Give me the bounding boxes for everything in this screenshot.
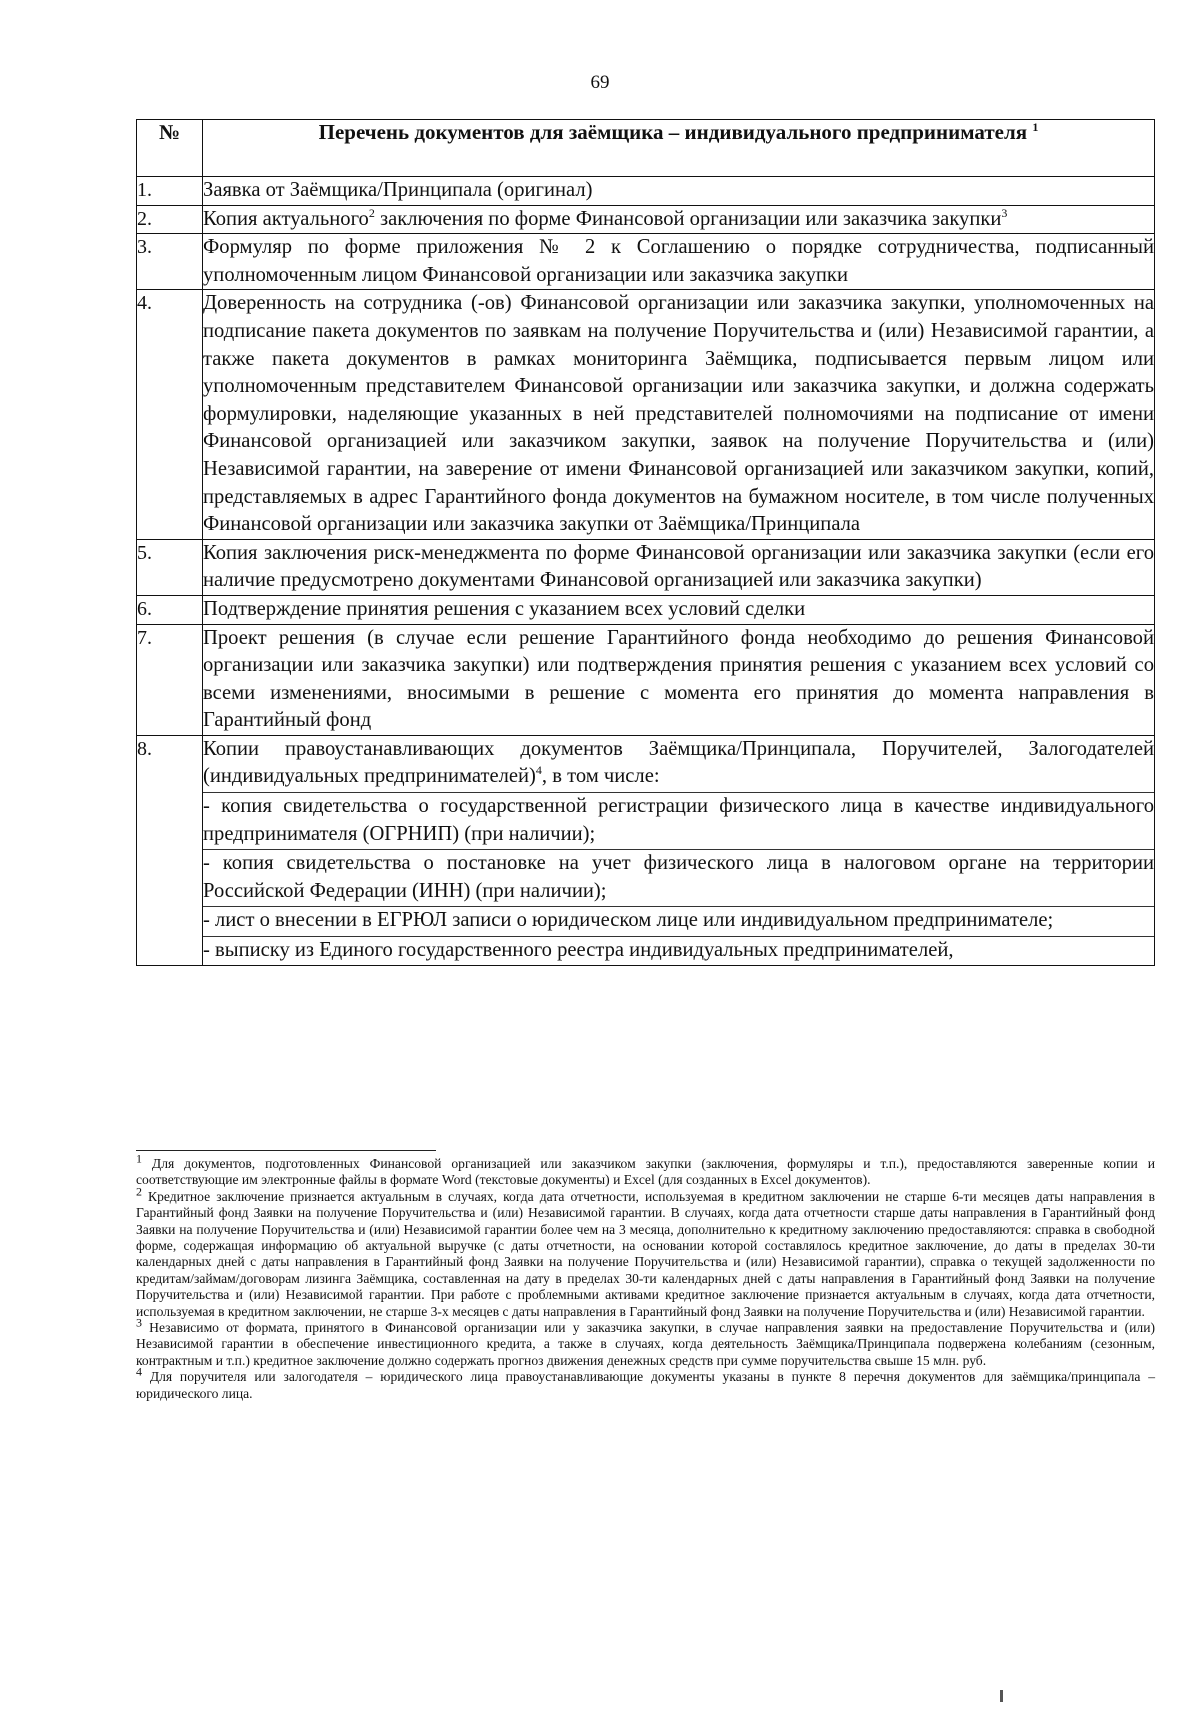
footnotes: [136, 1151, 1155, 1402]
row-text: [203, 735, 1155, 965]
footnote-text: Кредитное заключение признается актуальным в случаях, когда дата отчетности, используемая в кредитном заключении не старше 6-ти месяцев даты направления в Гарантийный фонд Заявки на получение Поручительства и (или) Независимой гарантии. В случаях, когда дата отчетности старше даты направления в Гарантийный фонд Заявки на получение Поручительства и (или) Независимой гарантии более чем на 3 месяца, дополнительно к кредитному заключению предоставляются: справка в свободной форме, содержащая информацию об актуальной выручке (с даты отчетности, на основании которой составлялось кредитное заключение, до даты в пределах 30-ти календарных дней с даты направления в Гарантийный фонд Заявки на получение Поручительства и (или) Независимой гарантии), справка о текущей задолженности по кредитам/займам/договорам лизинга Заёмщика, составленная на дату в пределах 30-ти календарных дней с даты направления в Гарантийный фонд Заявки на получение Поручительства и (или) Независимой гарантии. При работе с проблемными активами кредитное заключение признается актуальным в случаях, когда дата отчетности, используемая в кредитном заключении, не старше 3-х месяцев с даты направления в Гарантийный фонд Заявки на получение Поручительства и (или) Независимой гарантии.: [136, 1188, 1155, 1319]
header-title-text: Перечень документов для заёмщика – индивидуального предпринимателя: [318, 120, 1028, 144]
table-row: [137, 539, 1155, 595]
table-header-row: [137, 120, 1155, 177]
row-text: Подтверждение принятия решения с указанием всех условий сделки: [203, 595, 1155, 624]
row-text: Копия заключения риск-менеджмента по форме Финансовой организации или заказчика закупки (если его наличие предусмотрено документами Финансовой организацией или заказчика закупки): [203, 539, 1155, 595]
row-text: [203, 205, 1155, 234]
list-item: - выписку из Единого государственного реестра индивидуальных предпринимателей,: [203, 936, 1154, 965]
footnote-text: Для документов, подготовленных Финансовой организацией или заказчиком закупки (заключения, формуляры и т.п.), предоставляются заверенные копии и соответствующие им электронные файлы в формате Word (текстовые документы) и Excel (для созданных в Excel документов).: [136, 1156, 1155, 1188]
row-text: Формуляр по форме приложения № 2 к Соглашению о порядке сотрудничества, подписанный уполномоченным лицом Финансовой организации или заказчика закупки: [203, 234, 1155, 290]
list-item: - лист о внесении в ЕГРЮЛ записи о юридическом лице или индивидуальном предпринимателе;: [203, 906, 1154, 935]
footnote-ref: 3: [1001, 205, 1008, 220]
row-text-part: Копия актуального: [203, 207, 369, 230]
table-row: [137, 595, 1155, 624]
row-text: Доверенность на сотрудника (-ов) Финансовой организации или заказчика закупки, уполномоченных на подписание пакета документов по заявкам на получение Поручительства и (или) Независимой гарантии, а также пакета документов в рамках мониторинга Заёмщика, подписывается первым лицом или уполномоченным представителем Финансовой организации или заказчика закупки, и должна содержать формулировки, наделяющие указанных в ней представителей полномочиями на подписание от имени Финансовой организацией или заказчиком закупки, заявок на получение Поручительства и (или) Независимой гарантии, на заверение от имени Финансовой организацией или заказчиком закупки, копий, представляемых в адрес Гарантийного фонда документов на бумажном носителе, в том числе полученных Финансовой организации или заказчика закупки от Заёмщика/Принципала: [203, 290, 1155, 539]
row-number: 3.: [137, 234, 203, 290]
header-title: [203, 120, 1155, 177]
footnote: [136, 1315, 1155, 1369]
row-text-part: Копии правоустанавливающих документов Заёмщика/Принципала, Поручителей, Залогодателей (индивидуальных предпринимателей): [203, 737, 1154, 788]
table-row: [137, 735, 1155, 965]
list-item: - копия свидетельства о постановке на учет физического лица в налоговом органе на территории Российской Федерации (ИНН) (при наличии);: [203, 849, 1154, 905]
row-number: 1.: [137, 177, 203, 206]
footnote-mark: 1: [136, 1151, 142, 1166]
row-number: 6.: [137, 595, 203, 624]
row-text: Проект решения (в случае если решение Гарантийного фонда необходимо до решения Финансовой организации или заказчика закупки) или подтверждения принятия решения с указанием всех условий со всеми изменениями, вносимыми в решение с момента его принятия до момента направления в Гарантийный фонд: [203, 624, 1155, 735]
footnote-mark: 3: [136, 1315, 142, 1330]
row-text-part: заключения по форме Финансовой организации или заказчика закупки: [374, 207, 1002, 230]
footnote-divider: [136, 1150, 436, 1151]
table-row: [137, 234, 1155, 290]
table-row: [137, 177, 1155, 206]
row-number: 8.: [137, 735, 203, 965]
row-text-part: , в том числе:: [541, 765, 660, 788]
table-row: [137, 205, 1155, 234]
table-row: [137, 290, 1155, 539]
footnote-ref: 2: [368, 205, 375, 220]
scan-speck: [1000, 1690, 1003, 1702]
row-number: 7.: [137, 624, 203, 735]
page-number: 69: [590, 72, 610, 93]
footnote-ref: 4: [535, 763, 542, 778]
list-item: - копия свидетельства о государственной регистрации физического лица в качестве индивидуального предпринимателя (ОГРНИП) (при наличии);: [203, 792, 1154, 848]
row-text: Заявка от Заёмщика/Принципала (оригинал): [203, 177, 1155, 206]
row-number: 2.: [137, 205, 203, 234]
footnote-ref: 1: [1032, 120, 1039, 134]
footnote-mark: 2: [136, 1184, 142, 1199]
footnote: [136, 1151, 1155, 1189]
footnote-text: Для поручителя или залогодателя – юридического лица правоустанавливающие документы указаны в пункте 8 перечня документов для заёмщика/принципала – юридического лица.: [136, 1369, 1155, 1401]
row-number: 4.: [137, 290, 203, 539]
row-number: 5.: [137, 539, 203, 595]
row-intro: [203, 736, 1154, 791]
footnote: [136, 1364, 1155, 1402]
header-number: №: [137, 120, 203, 177]
footnote: [136, 1184, 1155, 1320]
footnote-text: Независимо от формата, принятого в Финансовой организации или у заказчика закупки, в случае направления заявки на предоставление Поручительства и (или) Независимой гарантии в обеспечение инвестиционного кредита, а также в случаях, когда деятельность Заёмщика/Принципала подвержена колебаниям (сезонным, контрактным и т.п.) кредитное заключение должно содержать прогноз движения денежных средств при сумме поручительства свыше 15 млн. руб.: [136, 1320, 1155, 1368]
table-row: [137, 624, 1155, 735]
documents-table: [136, 119, 1155, 966]
footnote-mark: 4: [136, 1364, 142, 1379]
